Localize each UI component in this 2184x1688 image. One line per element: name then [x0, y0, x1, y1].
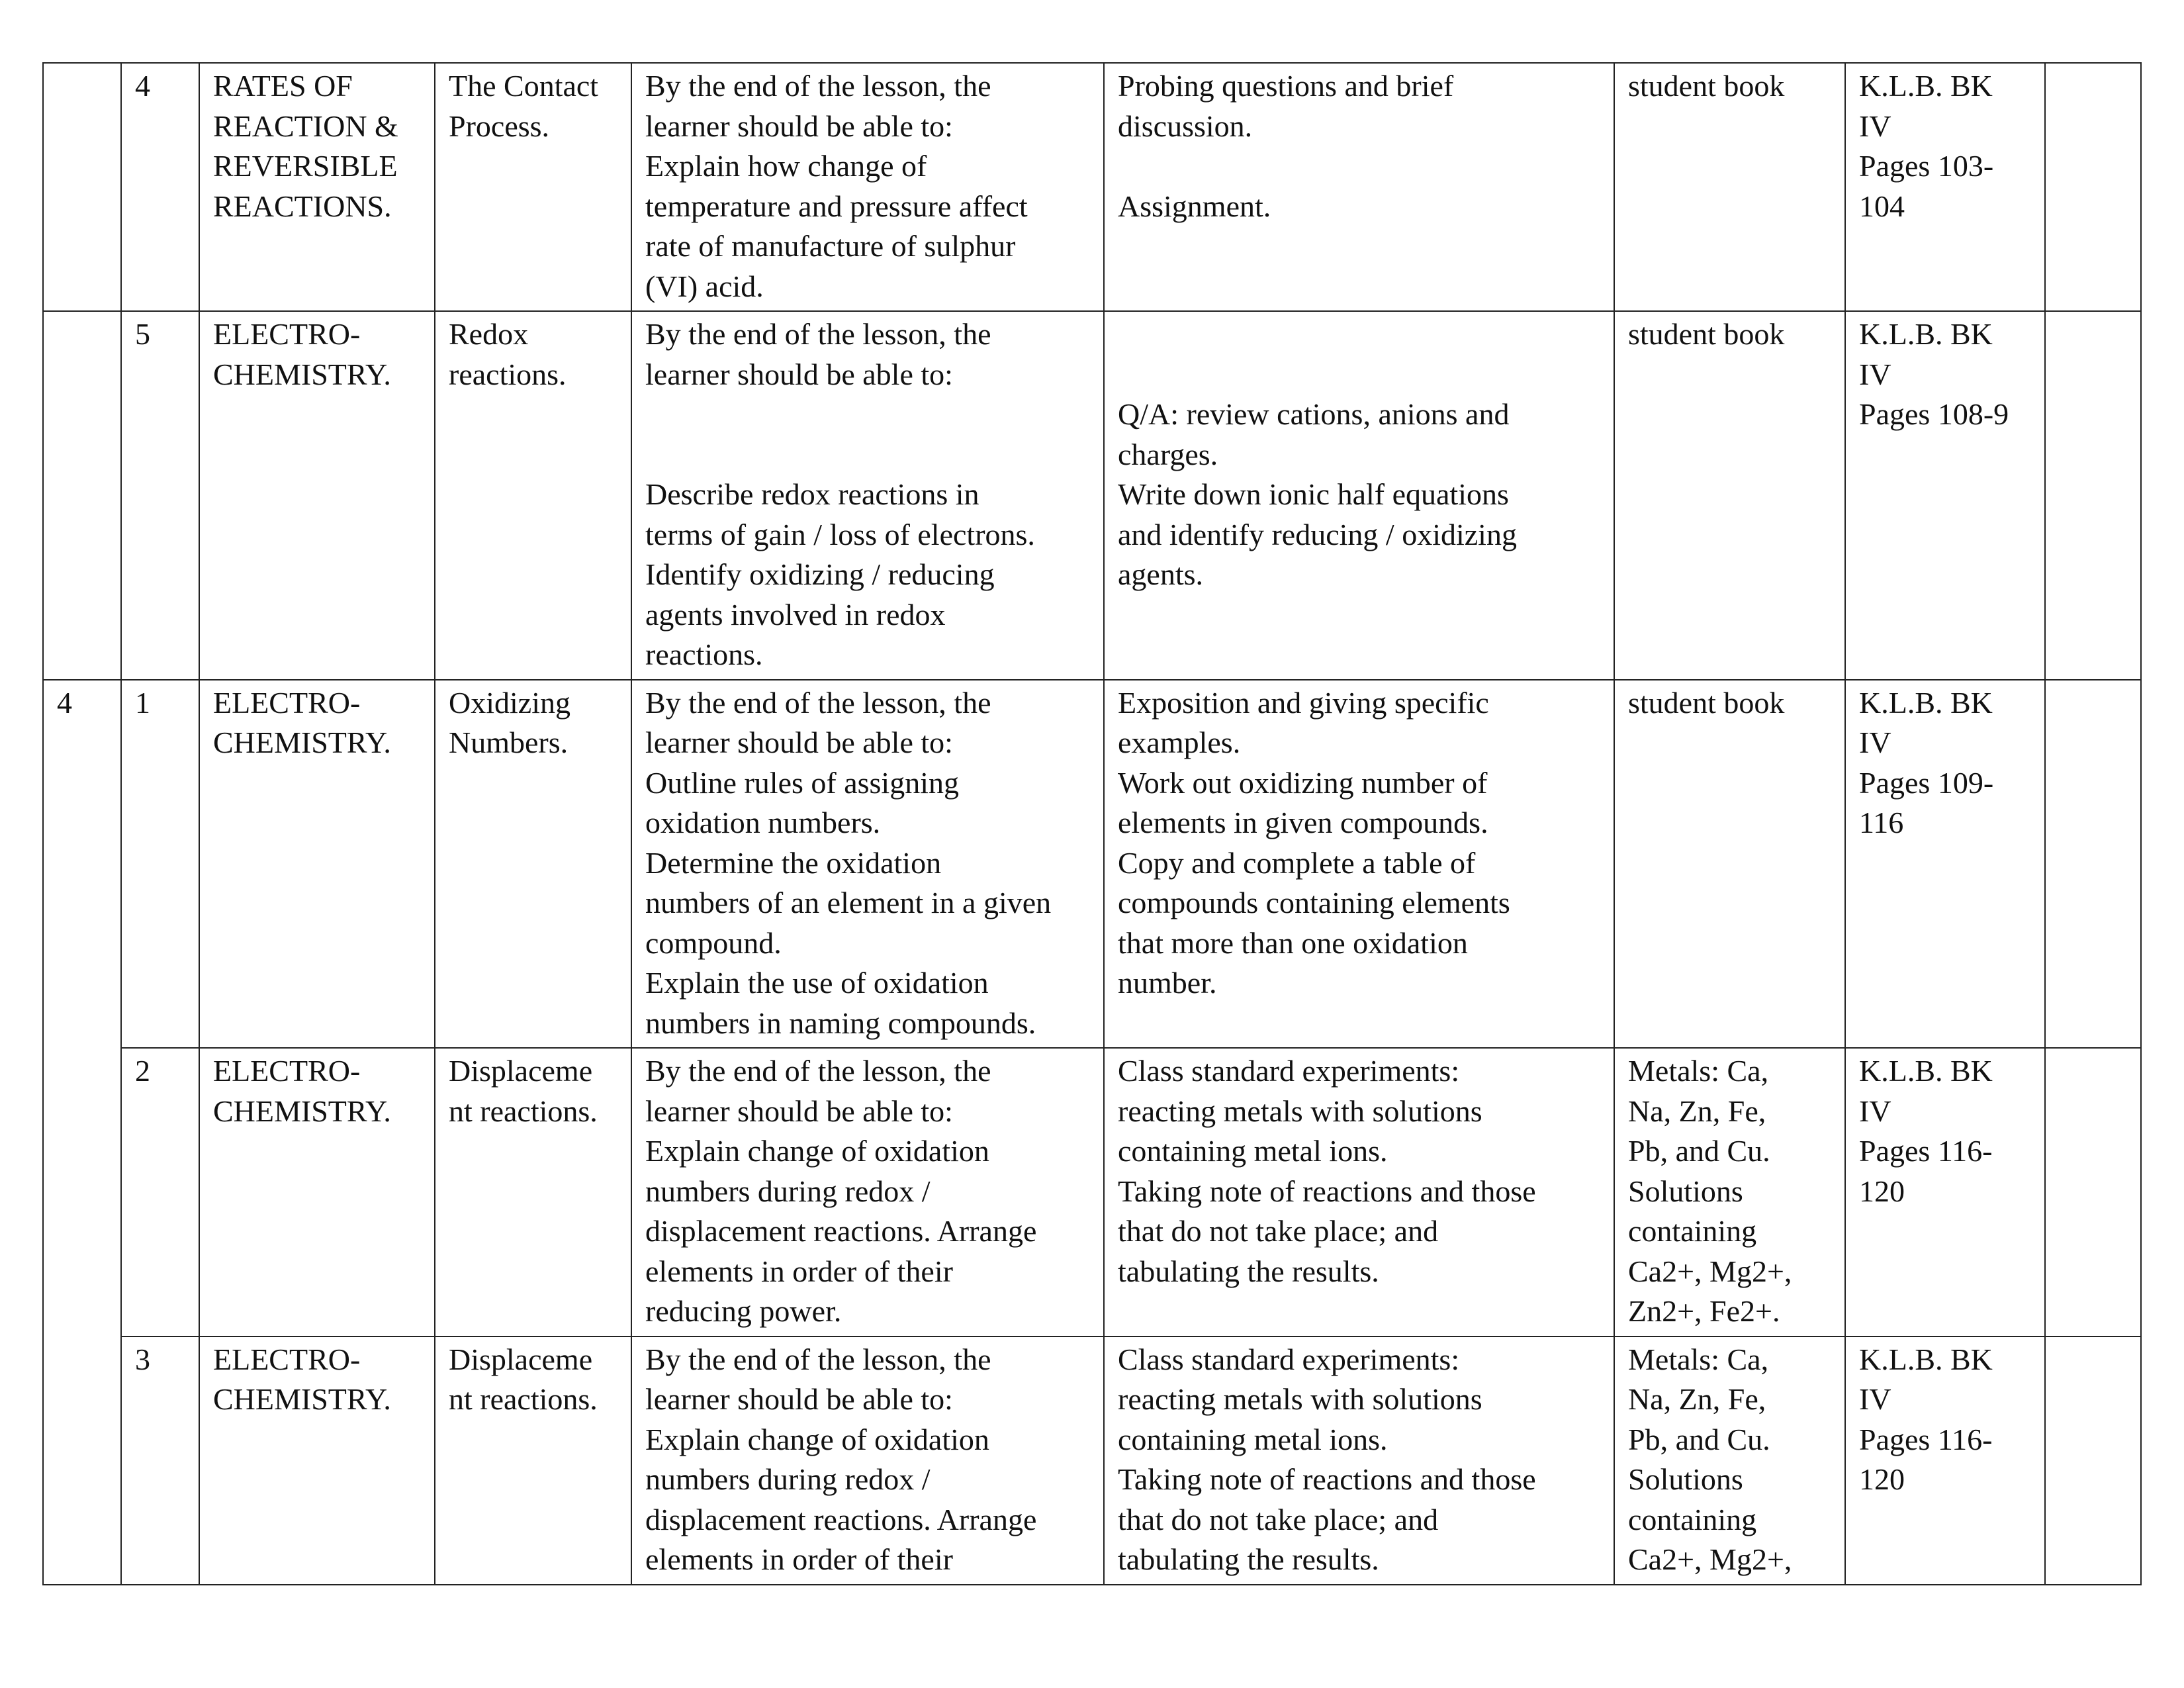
remarks-cell — [2045, 311, 2141, 680]
objectives-cell: By the end of the lesson, the learner should be able to: Explain how change of temperature and pressure affect rate of manufacture of sulphur (VI) acid. — [631, 63, 1104, 311]
activities-cell: Probing questions and brief discussion. Assignment. — [1104, 63, 1614, 311]
topic-cell: ELECTRO- CHEMISTRY. — [199, 680, 435, 1049]
activities-cell: Q/A: review cations, anions and charges. Write down ionic half equations and identify reducing / oxidizing agents. — [1104, 311, 1614, 680]
objectives-cell: By the end of the lesson, the learner should be able to: Outline rules of assigning oxidation numbers. Determine the oxidation numbers of an element in a given compound. Explain the use of oxidation numbers in naming compounds. — [631, 680, 1104, 1049]
activities-cell: Exposition and giving specific examples. Work out oxidizing number of elements in given compounds. Copy and complete a table of compounds containing elements that more than one oxidation number. — [1104, 680, 1614, 1049]
week-cell — [43, 311, 121, 680]
resources-cell: student book — [1614, 63, 1845, 311]
subtopic-cell: Oxidizing Numbers. — [435, 680, 631, 1049]
remarks-cell — [2045, 63, 2141, 311]
topic-cell: ELECTRO- CHEMISTRY. — [199, 1336, 435, 1585]
table-row — [43, 63, 2141, 311]
references-cell: K.L.B. BK IV Pages 108-9 — [1845, 311, 2045, 680]
topic-cell: ELECTRO- CHEMISTRY. — [199, 1048, 435, 1336]
references-cell: K.L.B. BK IV Pages 116- 120 — [1845, 1336, 2045, 1585]
lesson-cell: 2 — [121, 1048, 199, 1336]
week-cell: 4 — [43, 680, 121, 1585]
topic-cell: ELECTRO- CHEMISTRY. — [199, 311, 435, 680]
table-row — [43, 680, 2141, 1049]
activities-cell: Class standard experiments: reacting metals with solutions containing metal ions. Taking note of reactions and those that do not take place; and tabulating the results. — [1104, 1336, 1614, 1585]
table-row — [43, 1336, 2141, 1585]
subtopic-cell: Displaceme nt reactions. — [435, 1336, 631, 1585]
resources-cell: student book — [1614, 311, 1845, 680]
lesson-cell: 4 — [121, 63, 199, 311]
remarks-cell — [2045, 680, 2141, 1049]
remarks-cell — [2045, 1336, 2141, 1585]
remarks-cell — [2045, 1048, 2141, 1336]
table-row — [43, 311, 2141, 680]
references-cell: K.L.B. BK IV Pages 103- 104 — [1845, 63, 2045, 311]
scheme-of-work-table — [42, 62, 2142, 1585]
lesson-cell: 5 — [121, 311, 199, 680]
lesson-cell: 1 — [121, 680, 199, 1049]
topic-cell: RATES OF REACTION & REVERSIBLE REACTIONS. — [199, 63, 435, 311]
objectives-cell: By the end of the lesson, the learner should be able to: Explain change of oxidation numbers during redox / displacement reactions. Arrange elements in order of their reducing power. — [631, 1048, 1104, 1336]
references-cell: K.L.B. BK IV Pages 109- 116 — [1845, 680, 2045, 1049]
references-cell: K.L.B. BK IV Pages 116- 120 — [1845, 1048, 2045, 1336]
activities-cell: Class standard experiments: reacting metals with solutions containing metal ions. Taking note of reactions and those that do not take place; and tabulating the results. — [1104, 1048, 1614, 1336]
objectives-cell: By the end of the lesson, the learner should be able to: Explain change of oxidation numbers during redox / displacement reactions. Arrange elements in order of their — [631, 1336, 1104, 1585]
week-cell — [43, 63, 121, 311]
subtopic-cell: Displaceme nt reactions. — [435, 1048, 631, 1336]
document-page — [42, 62, 2140, 1585]
resources-cell: student book — [1614, 680, 1845, 1049]
subtopic-cell: The Contact Process. — [435, 63, 631, 311]
resources-cell: Metals: Ca, Na, Zn, Fe, Pb, and Cu. Solutions containing Ca2+, Mg2+, — [1614, 1336, 1845, 1585]
subtopic-cell: Redox reactions. — [435, 311, 631, 680]
table-row — [43, 1048, 2141, 1336]
objectives-cell: By the end of the lesson, the learner should be able to: Describe redox reactions in terms of gain / loss of electrons. Identify oxidizing / reducing agents involved in redox reactions. — [631, 311, 1104, 680]
resources-cell: Metals: Ca, Na, Zn, Fe, Pb, and Cu. Solutions containing Ca2+, Mg2+, Zn2+, Fe2+. — [1614, 1048, 1845, 1336]
lesson-cell: 3 — [121, 1336, 199, 1585]
